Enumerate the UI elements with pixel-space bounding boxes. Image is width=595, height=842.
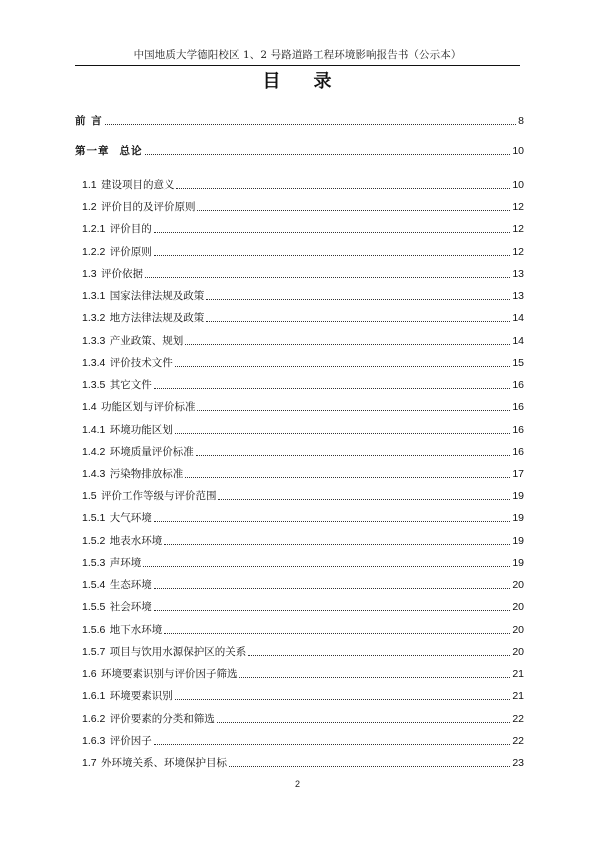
toc-page-number: 14 — [512, 335, 524, 347]
toc-entry-label — [82, 688, 173, 704]
section-number: 1.6 — [82, 668, 97, 680]
dot-leader — [217, 721, 511, 723]
toc-entry[interactable] — [82, 199, 524, 215]
chapter-title: 总论 — [119, 145, 143, 157]
toc-entry-label — [82, 422, 173, 438]
section-number: 1.1 — [82, 179, 97, 191]
toc-entry[interactable] — [82, 333, 524, 349]
toc-page-number: 16 — [512, 446, 524, 458]
section-title: 建设项目的意义 — [100, 179, 175, 191]
toc-entry[interactable] — [82, 399, 524, 415]
toc-page-number: 10 — [512, 179, 524, 191]
section-number: 1.5.5 — [82, 601, 106, 613]
toc-page-number: 22 — [512, 713, 524, 725]
toc-entry-label — [82, 599, 152, 615]
section-number: 1.4 — [82, 401, 97, 413]
section-number: 1.4.3 — [82, 468, 106, 480]
toc-entry[interactable] — [82, 711, 524, 727]
toc-entry-chapter[interactable] — [75, 143, 524, 159]
toc-entry-label — [82, 644, 246, 660]
dot-leader — [206, 298, 510, 300]
toc-entry-label — [82, 622, 162, 638]
toc-page-number: 12 — [512, 246, 524, 258]
toc-page-number: 16 — [512, 379, 524, 391]
toc-page-number: 13 — [512, 268, 524, 280]
section-title: 污染物排放标准 — [109, 468, 184, 480]
toc-entry[interactable] — [82, 221, 524, 237]
dot-leader — [206, 320, 510, 322]
section-number: 1.3.2 — [82, 312, 106, 324]
section-title: 生态环境 — [109, 579, 152, 591]
toc-entry-label — [82, 466, 183, 482]
toc-page-number: 21 — [512, 668, 524, 680]
dot-leader — [197, 409, 510, 411]
section-number: 1.3.4 — [82, 357, 106, 369]
toc-entry-label — [82, 399, 195, 415]
chapter-number: 第一章 — [75, 145, 110, 157]
dot-leader — [145, 276, 510, 278]
toc-page-number: 19 — [512, 557, 524, 569]
dot-leader — [154, 254, 511, 256]
toc-entry[interactable] — [82, 755, 524, 771]
dot-leader — [229, 765, 510, 767]
dot-leader — [154, 587, 511, 589]
section-title: 评价工作等级与评价范围 — [100, 490, 217, 502]
preface-title: 前 言 — [75, 115, 103, 127]
toc-entry-label — [75, 113, 103, 129]
toc-entry[interactable] — [82, 644, 524, 660]
toc-entry[interactable] — [82, 422, 524, 438]
dot-leader — [196, 454, 511, 456]
toc-entry-label — [75, 143, 143, 159]
section-number: 1.2.1 — [82, 223, 106, 235]
dot-leader — [154, 520, 511, 522]
toc-entry[interactable] — [82, 177, 524, 193]
toc-entry-label — [82, 711, 215, 727]
section-title: 评价依据 — [100, 268, 143, 280]
toc-page-number: 19 — [512, 490, 524, 502]
dot-leader — [175, 698, 511, 700]
section-number: 1.5.2 — [82, 535, 106, 547]
toc-entry-label — [82, 177, 174, 193]
section-title: 环境质量评价标准 — [109, 446, 194, 458]
toc-entry[interactable] — [82, 555, 524, 571]
section-number: 1.5.3 — [82, 557, 106, 569]
toc-page-number: 13 — [512, 290, 524, 302]
toc-entry[interactable] — [82, 510, 524, 526]
section-title: 地下水环境 — [109, 624, 163, 636]
toc-entry-label — [82, 221, 152, 237]
section-number: 1.3.1 — [82, 290, 106, 302]
page-number-footer: 2 — [294, 779, 300, 789]
section-number: 1.3 — [82, 268, 97, 280]
section-number: 1.5.7 — [82, 646, 106, 658]
toc-page-number: 12 — [512, 201, 524, 213]
section-number: 1.7 — [82, 757, 97, 769]
section-number: 1.4.1 — [82, 424, 106, 436]
toc-entry-label — [82, 266, 143, 282]
section-title: 外环境关系、环境保护目标 — [100, 757, 227, 769]
toc-title-part-2: 录 — [313, 71, 333, 92]
toc-page-number: 20 — [512, 624, 524, 636]
section-number: 1.6.3 — [82, 735, 106, 747]
toc-entry[interactable] — [82, 733, 524, 749]
section-title: 评价目的及评价原则 — [100, 201, 196, 213]
toc-entry-label — [82, 355, 173, 371]
toc-entry[interactable] — [82, 466, 524, 482]
toc-page-number: 22 — [512, 735, 524, 747]
dot-leader — [185, 476, 510, 478]
section-number: 1.4.2 — [82, 446, 106, 458]
section-number: 1.5 — [82, 490, 97, 502]
toc-entry[interactable] — [82, 599, 524, 615]
section-title: 环境要素识别与评价因子筛选 — [100, 668, 238, 680]
toc-page-number: 20 — [512, 646, 524, 658]
toc-entry-label — [82, 555, 141, 571]
toc-page-number: 10 — [512, 145, 524, 157]
toc-entry-label — [82, 444, 194, 460]
toc-entry-label — [82, 377, 152, 393]
toc-entry[interactable] — [82, 377, 524, 393]
section-title: 产业政策、规划 — [109, 335, 184, 347]
section-title: 功能区划与评价标准 — [100, 401, 196, 413]
toc-page-number: 20 — [512, 601, 524, 613]
toc-entry[interactable] — [82, 488, 524, 504]
dot-leader — [143, 565, 510, 567]
toc-entry[interactable] — [82, 666, 524, 682]
toc-page-number: 16 — [512, 424, 524, 436]
dot-leader — [175, 365, 511, 367]
toc-entry-label — [82, 666, 237, 682]
section-title: 大气环境 — [109, 512, 152, 524]
toc-entry-label — [82, 244, 152, 260]
toc-entry-label — [82, 310, 204, 326]
toc-entry-preface[interactable] — [75, 113, 524, 129]
running-header: 中国地质大学德阳校区 1、2 号路道路工程环境影响报告书（公示本） — [133, 49, 462, 61]
dot-leader — [175, 432, 511, 434]
section-number: 1.2.2 — [82, 246, 106, 258]
section-title: 国家法律法规及政策 — [109, 290, 205, 302]
section-number: 1.2 — [82, 201, 97, 213]
section-title: 评价技术文件 — [109, 357, 173, 369]
section-number: 1.3.3 — [82, 335, 106, 347]
toc-entry[interactable] — [82, 533, 524, 549]
dot-leader — [248, 654, 510, 656]
toc-entry-label — [82, 733, 152, 749]
section-title: 环境要素识别 — [109, 690, 173, 702]
toc-page-number: 15 — [512, 357, 524, 369]
section-title: 评价要素的分类和筛选 — [109, 713, 215, 725]
toc-entry-label — [82, 577, 152, 593]
dot-leader — [197, 209, 510, 211]
toc-entry-label — [82, 199, 195, 215]
dot-leader — [218, 498, 510, 500]
toc-page-number: 12 — [512, 223, 524, 235]
section-title: 评价目的 — [109, 223, 152, 235]
dot-leader — [145, 153, 511, 155]
toc-entry[interactable] — [82, 266, 524, 282]
toc-entry[interactable] — [82, 688, 524, 704]
section-title: 环境功能区划 — [109, 424, 173, 436]
section-title: 地表水环境 — [109, 535, 163, 547]
dot-leader — [185, 343, 510, 345]
dot-leader — [105, 123, 517, 125]
toc-page-number: 23 — [512, 757, 524, 769]
section-title: 社会环境 — [109, 601, 152, 613]
section-number: 1.6.2 — [82, 713, 106, 725]
dot-leader — [154, 743, 511, 745]
section-number: 1.6.1 — [82, 690, 106, 702]
dot-leader — [176, 187, 510, 189]
dot-leader — [164, 632, 510, 634]
toc-page-number: 8 — [518, 115, 524, 127]
dot-leader — [154, 387, 511, 389]
toc-page-number: 21 — [512, 690, 524, 702]
toc-page-number: 19 — [512, 535, 524, 547]
toc-entry-label — [82, 333, 183, 349]
section-title: 地方法律法规及政策 — [109, 312, 205, 324]
section-number: 1.5.6 — [82, 624, 106, 636]
toc-entry-label — [82, 288, 204, 304]
toc-page-number: 16 — [512, 401, 524, 413]
section-title: 评价因子 — [109, 735, 152, 747]
section-title: 项目与饮用水源保护区的关系 — [109, 646, 247, 658]
toc-entry[interactable] — [82, 577, 524, 593]
dot-leader — [154, 231, 511, 233]
toc-page-number: 19 — [512, 512, 524, 524]
section-title: 评价原则 — [109, 246, 152, 258]
toc-entry-label — [82, 533, 162, 549]
section-title: 其它文件 — [109, 379, 152, 391]
section-title: 声环境 — [109, 557, 142, 569]
toc-entry[interactable] — [82, 444, 524, 460]
toc-entry[interactable] — [82, 310, 524, 326]
toc-entry-label — [82, 488, 216, 504]
toc-page-number: 14 — [512, 312, 524, 324]
dot-leader — [239, 676, 510, 678]
dot-leader — [164, 543, 510, 545]
toc-entry[interactable] — [82, 355, 524, 371]
dot-leader — [154, 609, 511, 611]
toc-entry[interactable] — [82, 622, 524, 638]
toc-title-part-1: 目 — [262, 71, 282, 92]
toc-entry[interactable] — [82, 288, 524, 304]
section-number: 1.5.4 — [82, 579, 106, 591]
toc-page-number: 20 — [512, 579, 524, 591]
toc-entry[interactable] — [82, 244, 524, 260]
section-number: 1.5.1 — [82, 512, 106, 524]
toc-entry-label — [82, 755, 227, 771]
toc-page-number: 17 — [512, 468, 524, 480]
section-number: 1.3.5 — [82, 379, 106, 391]
toc-entry-label — [82, 510, 152, 526]
